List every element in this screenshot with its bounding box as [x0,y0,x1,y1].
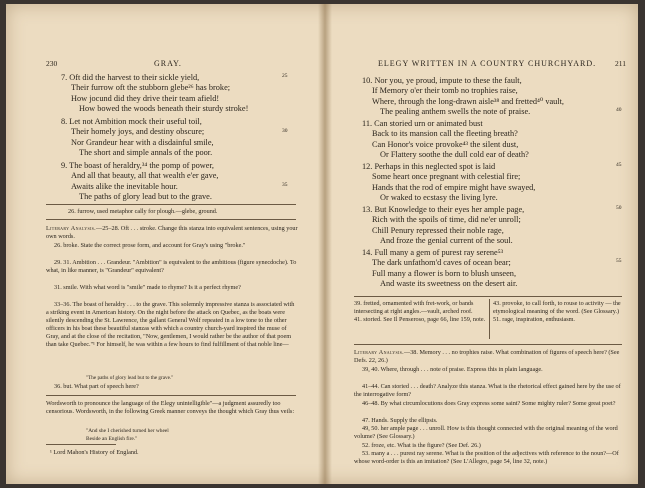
literary-analysis-heading: Literary Analysis. [46,225,97,232]
literary-analysis-heading: Literary Analysis. [354,349,405,356]
note-41: 41–44. Can storied . . . death? Analyze this stanza. What is the rhetorical effect gained here by the use of the interrogative form? [354,383,621,398]
rule [46,395,296,396]
note-46: 46–48. By what circumlocutions does Gray express some saint? Some mighty ruler? Some great poet? [362,400,616,407]
stanza-8: 8. Let not Ambition mock their useful toil, Their homely joys, and destiny obscure; Nor Grandeur hear with a disdainful smile, The short and simple annals of the poor. [61,117,214,157]
stanza-13: 13. But Knowledge to their eyes her ample page, Rich with the spoils of time, did ne'er unroll; Chill Penury repressed their noble rage, And froze the genial current of the soul. [362,205,525,245]
note-53: 53. many a . . . purest ray serene. What is the position of the adjectives with reference to the noun?—Of whose word-order is this an imitation? (See L'Allegro, page 54, line 32, note.) [354,450,619,465]
quote-line: "The paths of glory lead but to the grave." [86,375,174,381]
rule [354,296,622,297]
note-26: 26. broke. State the correct prose form, and account for Gray's using "broke." [54,242,246,249]
rule [46,204,296,205]
note-39: 39, 40. Where, through . . . note of praise. Express this in plain language. [362,366,543,373]
line-number: 50 [616,205,622,211]
page-number: 230 [46,59,58,68]
stanza-14: 14. Full many a gem of purest ray serene⁵³ The dark unfathom'd caves of ocean bear; Full many a flower is born to blush unseen, And waste its sweetness on the desert air. [362,248,518,288]
stanza-9: 9. The boast of heraldry,³⁴ the pomp of power, And all that beauty, all that wealth e'er gave, Awaits alike the inevitable hour. The paths of glory lead but to the grave. [61,161,219,201]
line-number: 40 [616,107,622,113]
note-49: 49, 50. her ample page . . . unroll. How is this thought connected with the original meaning of the word volume? (See Glossary.) [354,425,618,440]
rule [46,444,116,445]
quote-block: "And she I cherished turned her wheel Beside an English fire." [86,428,169,442]
literary-analysis: Literary Analysis.—38. Memory . . . no trophies raise. What combination of figures of speech here? (See Defs. 22, 26.) [354,349,620,364]
line-number: 45 [616,162,622,168]
book-spread [6,4,638,484]
stanza-12: 12. Perhaps in this neglected spot is laid Some heart once pregnant with celestial fire; Hands that the rod of empire might have swayed, Or waked to ecstasy the living lyre. [362,162,536,202]
line-number: 55 [616,258,622,264]
line-number: 30 [282,128,288,134]
rule [354,344,622,345]
note-31: 31. smile. With what word is "smile" made to rhyme? Is it a perfect rhyme? [54,284,241,291]
book-gutter [318,4,332,484]
note-52: 52. froze, etc. What is the figure? (See Def. 26.) [362,442,481,449]
literary-analysis: Literary Analysis.—25–28. Oft . . . stroke. Change this stanza into equivalent sentences, using your own words. [46,225,298,240]
page-number: 211 [615,59,626,68]
stanza-11: 11. Can storied urn or animated bust Back to its mansion call the fleeting breath? Can Honor's voice provoke⁴³ the silent dust, Or Flattery soothe the dull cold ear of death? [362,119,529,159]
footnote-26: 26. furrow, used metaphor cally for plough.—glebe, ground. [68,208,218,215]
stanza-7: 7. Oft did the harvest to their sickle yield, Their furrow oft the stubborn glebe²⁶ has broke; How jocund did they drive their team afield! How bowed the woods beneath their sturdy stroke! [61,73,249,113]
footnotes-column-1: 39. fretted, ornamented with fret-work, or bands intersecting at right angles.—vault, arched roof. 41. storied. See Il Penseroso, page 66, line 159, note. [354,300,486,323]
line-number: 25 [282,73,288,79]
rule [46,219,296,220]
note-36: 36. but. What part of speech here? [54,383,139,390]
footnotes-column-2: 43. provoke, to call forth, to rouse to activity — the etymological meaning of the word. (See Glossary.) 51. rage, inspiration, enthusiasm. [493,300,621,323]
note-33: 33–36. The boast of heraldry . . . to the grave. This solemnly impressive stanza is associated with a striking event in American history. On the night before the attack on Quebec, as the boats were silently descending the St. Lawrence, the gallant General Wolf repeated in a low tone to the other officers in his boat these beautiful stanzas with which a country church-yard inspired the muse of Gray, and at the close of the recitation, "Now, gentlemen, I would rather be the author of that poem than take Quebec."¹ For himself, he was within a few hours to find fulfillment of that noble line— [46,301,295,348]
right-page [332,4,638,484]
note-29: 29. 31. Ambition . . . Grandeur. "Ambition" is equivalent to the ambitious (figure synecdoche). To what, in like manner, is "Grandeur" equivalent? [46,259,297,274]
running-head: ELEGY WRITTEN IN A COUNTRY CHURCHYARD. [378,59,597,68]
column-divider [489,299,490,339]
wordsworth-note: Wordsworth to pronounce the language of the Elegy unintelligible"—a judgment assuredly too censorious. Wordsworth, in the following Greek manner conveys the thought which Gray thus veils: [46,400,295,415]
running-head: GRAY. [154,59,182,68]
left-page [6,4,320,484]
note-47: 47. Hands. Supply the ellipsis. [362,417,438,424]
stanza-10: 10. Nor you, ye proud, impute to these the fault, If Memory o'er their tomb no trophies raise, Where, through the long-drawn aisle³⁸ and fretted⁴⁰ vault, The pealing anthem swells the note of praise. [362,76,564,116]
line-number: 35 [282,182,288,188]
footnote: ¹ Lord Mahon's History of England. [50,449,139,456]
